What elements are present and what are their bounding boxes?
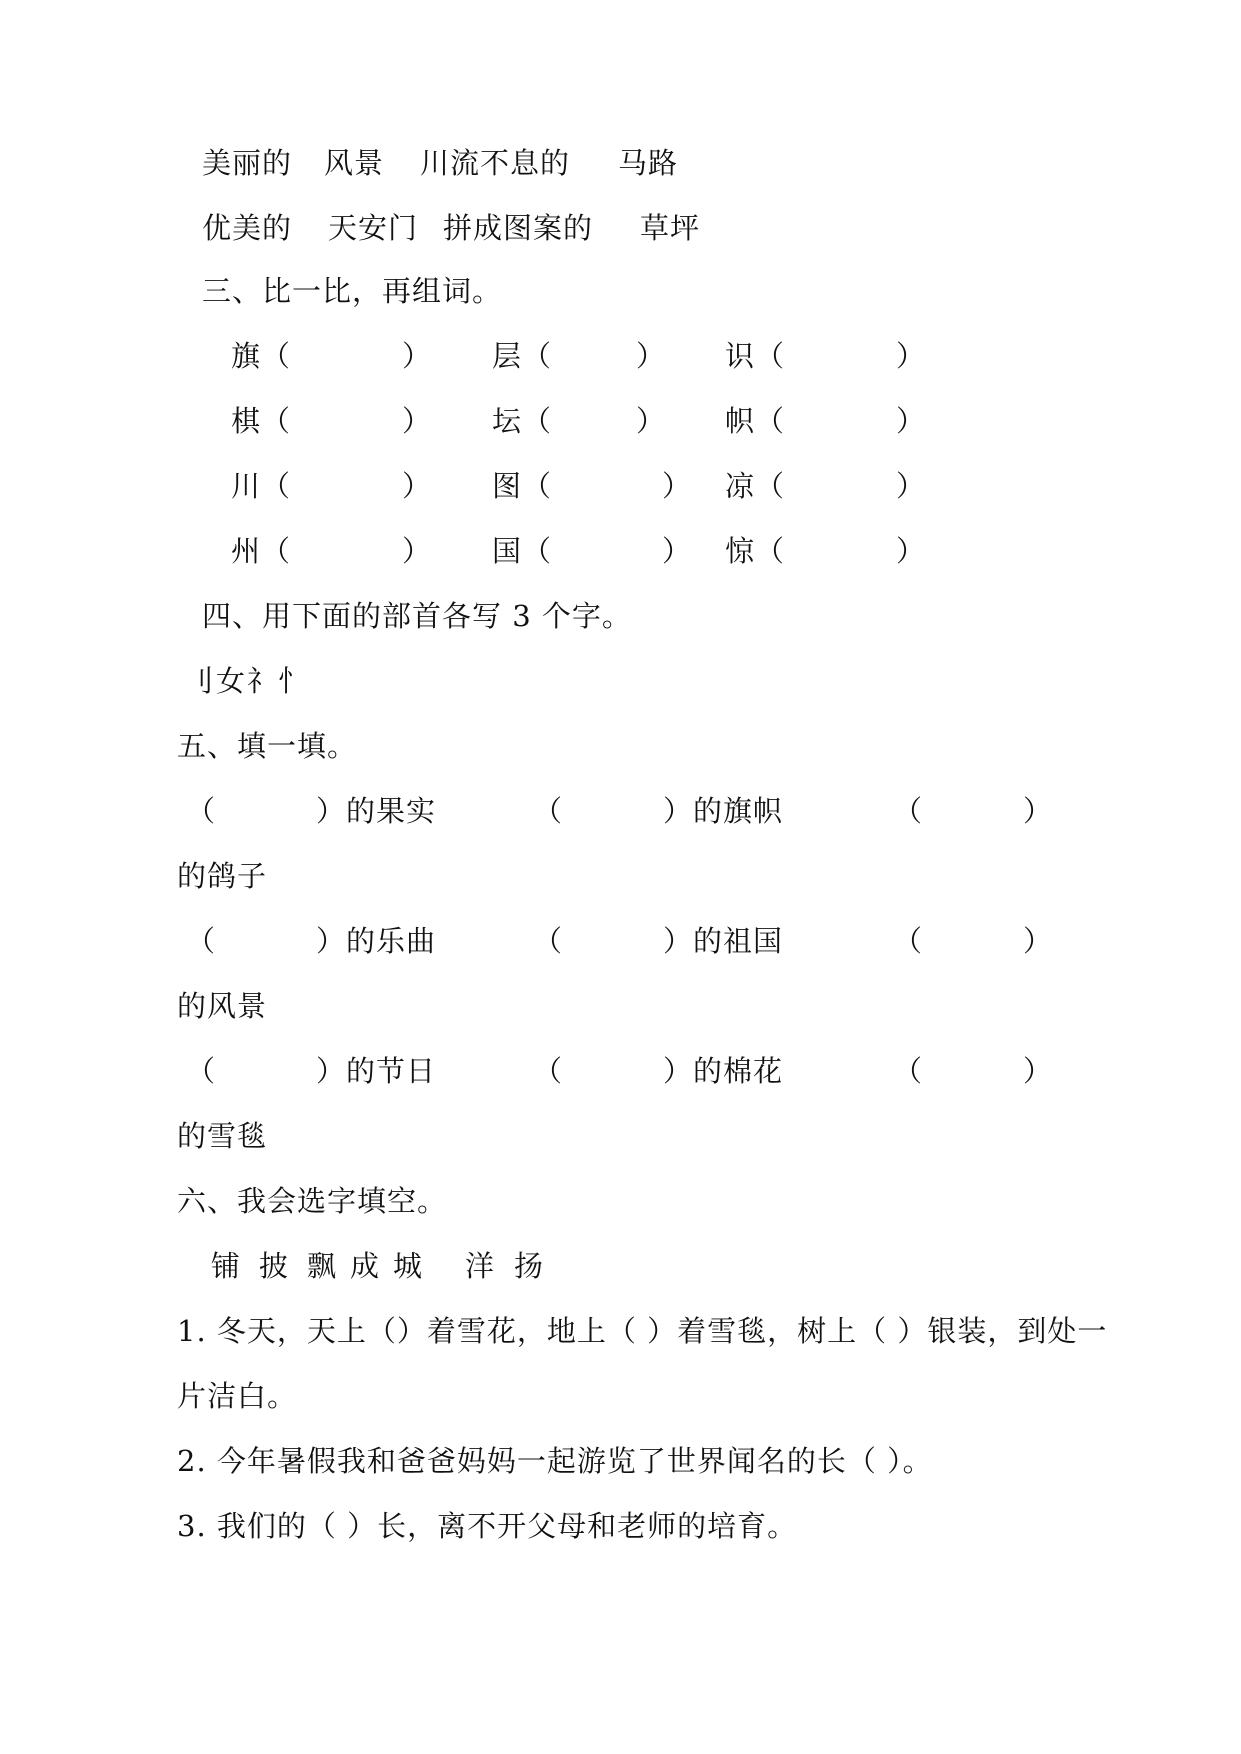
section-5-title: 五、填一填。 [177, 729, 358, 763]
fill-tail: 的鸽子 [177, 859, 268, 893]
fill-tail: 的雪毯 [177, 1119, 268, 1153]
question-1-line-2: 片洁白。 [177, 1379, 298, 1413]
choice-word: 成 [350, 1249, 381, 1283]
fill-close: ） [1023, 1054, 1054, 1088]
compare-char: 川（ [231, 469, 292, 503]
choice-word: 披 [259, 1249, 290, 1283]
fill-open: （ [893, 794, 924, 828]
radical-list: 刂女礻忄 [185, 664, 310, 698]
compare-close: ） [636, 339, 667, 373]
fill-phrase: ）的祖国 [663, 924, 784, 958]
compare-char: 凉（ [725, 469, 786, 503]
compare-char: 棋（ [231, 404, 292, 438]
compare-close: ） [896, 469, 927, 503]
compare-char: 州（ [231, 534, 292, 568]
compare-char: 惊（ [725, 534, 786, 568]
compare-char: 国（ [492, 534, 553, 568]
compare-char: 识（ [725, 339, 786, 373]
compare-close: ） [636, 404, 667, 438]
compare-close: ） [662, 534, 693, 568]
section-3-title: 三、比一比，再组词。 [202, 274, 503, 308]
fill-open: （ [186, 794, 217, 828]
fill-close: ） [1023, 794, 1054, 828]
compare-close: ） [662, 469, 693, 503]
compare-close: ） [402, 469, 433, 503]
compare-char: 层（ [492, 339, 553, 373]
compare-close: ） [896, 339, 927, 373]
choice-word: 洋 [465, 1249, 496, 1283]
compare-close: ） [896, 534, 927, 568]
compare-char: 坛（ [492, 404, 553, 438]
fill-open: （ [893, 1054, 924, 1088]
section-6-title: 六、我会选字填空。 [177, 1184, 448, 1218]
match-word: 草坪 [640, 211, 701, 245]
fill-close: ） [1023, 924, 1054, 958]
fill-open: （ [186, 1054, 217, 1088]
question-3: 3. 我们的（ ）长，离不开父母和老师的培育。 [177, 1509, 798, 1543]
match-word: 拼成图案的 [443, 211, 594, 245]
compare-close: ） [402, 339, 433, 373]
match-word: 优美的 [202, 211, 293, 245]
match-word: 川流不息的 [420, 146, 571, 180]
fill-open: （ [893, 924, 924, 958]
fill-phrase: ）的棉花 [663, 1054, 784, 1088]
choice-word: 铺 [211, 1249, 242, 1283]
fill-phrase: ）的果实 [316, 794, 437, 828]
compare-char: 旗（ [231, 339, 292, 373]
compare-close: ） [402, 534, 433, 568]
compare-char: 图（ [492, 469, 553, 503]
question-1-line-1: 1. 冬天，天上（）着雪花，地上（ ）着雪毯，树上（ ）银装，到处一 [177, 1314, 1108, 1348]
choice-word: 飘 [307, 1249, 338, 1283]
fill-tail: 的风景 [177, 989, 268, 1023]
compare-close: ） [402, 404, 433, 438]
question-2: 2. 今年暑假我和爸爸妈妈一起游览了世界闻名的长（ ）。 [177, 1444, 933, 1478]
section-4-title: 四、用下面的部首各写 3 个字。 [202, 599, 632, 633]
fill-open: （ [533, 924, 564, 958]
choice-word: 扬 [514, 1249, 545, 1283]
fill-phrase: ）的节日 [316, 1054, 437, 1088]
match-word: 马路 [618, 146, 679, 180]
match-word: 天安门 [328, 211, 419, 245]
fill-phrase: ）的旗帜 [663, 794, 784, 828]
fill-open: （ [186, 924, 217, 958]
match-word: 风景 [324, 146, 385, 180]
compare-char: 帜（ [725, 404, 786, 438]
compare-close: ） [896, 404, 927, 438]
match-word: 美丽的 [202, 146, 293, 180]
fill-open: （ [533, 794, 564, 828]
choice-word: 城 [393, 1249, 424, 1283]
fill-phrase: ）的乐曲 [316, 924, 437, 958]
fill-open: （ [533, 1054, 564, 1088]
